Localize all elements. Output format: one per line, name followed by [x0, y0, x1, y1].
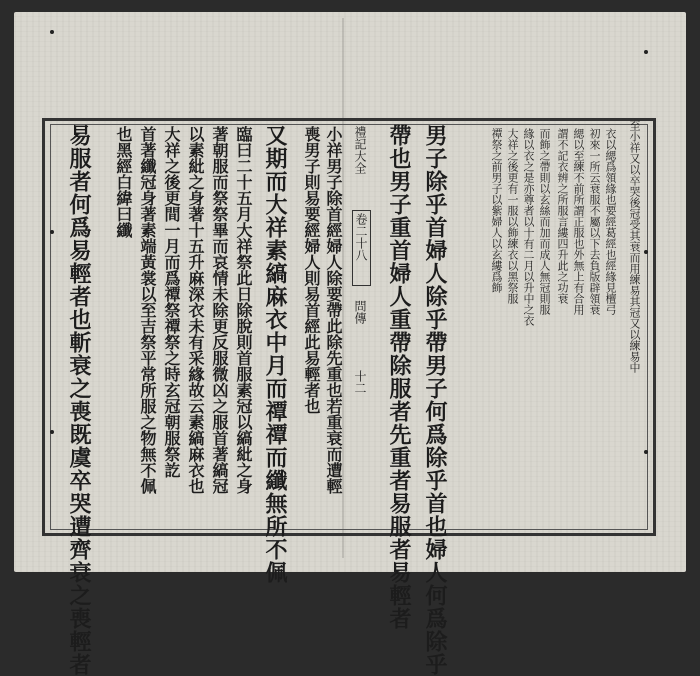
- chapter-label: 問傳: [353, 300, 367, 324]
- annotation-line: 緣以衣之是亦尊者以十有二月以升中之衣: [522, 128, 535, 326]
- main-text-line: 又期而大祥素縞麻衣中月而禫禫而纖無所不佩: [262, 124, 288, 584]
- binding-hole: [50, 430, 54, 434]
- binding-hole: [644, 450, 648, 454]
- main-text-line: 易服者何爲易輕者也斬衰之喪既虞卒哭遭齊衰之喪輕者: [66, 124, 92, 676]
- page-number: 十二: [353, 370, 367, 394]
- commentary-line: 以素紕之身著十五升麻深衣未有采緣故云素縞麻衣也: [186, 126, 205, 494]
- commentary-line: 喪男子則易要經婦人則易首經此易輕者也: [302, 126, 321, 414]
- commentary-line: 著朝服而祭祭畢而哀情未除更反服微凶之服首著縞冠: [210, 126, 229, 494]
- commentary-line: 也黑經白緯曰纖: [114, 126, 133, 238]
- commentary-line: 小祥男子除首經婦人除要帶此除先重也若重衰而遭輕: [324, 126, 343, 494]
- commentary-line: 首著纖冠身著素端黃裳以至吉祭平常所服之物無不佩: [138, 126, 157, 494]
- header-line: 至小祥又以卒哭後冠受其衰而用練易其冠又以練易中: [628, 120, 641, 373]
- annotation-line: 謂不記衣辨之所服言縷四升此之功衰: [556, 128, 569, 304]
- main-text-line: 男子除乎首婦人除乎帶男子何爲除乎首也婦人何爲除乎: [422, 124, 448, 676]
- binding-hole: [644, 250, 648, 254]
- annotation-line: 初來一所云衰服不屬以下去負版辟領衰: [588, 128, 601, 315]
- annotation-line: 大祥之後更有一服以飾練衣以黑祭服: [506, 128, 519, 304]
- annotation-line: 而飾之帶則以玄絲而加而成人無冠則服: [538, 128, 551, 315]
- annotation-line: 衣以緦爲領緣也要經葛經也經緣見檀弓: [604, 128, 617, 315]
- volume-label: 卷二十八: [352, 210, 371, 286]
- binding-hole: [50, 230, 54, 234]
- main-text-line: 帶也男子重首婦人重帶除服者先重者易服者易輕者: [386, 124, 412, 630]
- commentary-line: 臨曰二十五月大祥祭此日除脫則首服素冠以縞紕之身: [234, 126, 253, 494]
- binding-hole: [50, 30, 54, 34]
- commentary-line: 大祥之後更間一月而爲禫祭禫祭之時玄冠朝服祭訖: [162, 126, 181, 478]
- annotation-line: 禫祭之前男子以紫婦人以玄縷爲飾: [490, 128, 503, 293]
- book-title-label: 禮記大全: [353, 126, 367, 174]
- annotation-line: 緦以至練不前所謂正服也外無上有合用: [572, 128, 585, 315]
- binding-hole: [644, 50, 648, 54]
